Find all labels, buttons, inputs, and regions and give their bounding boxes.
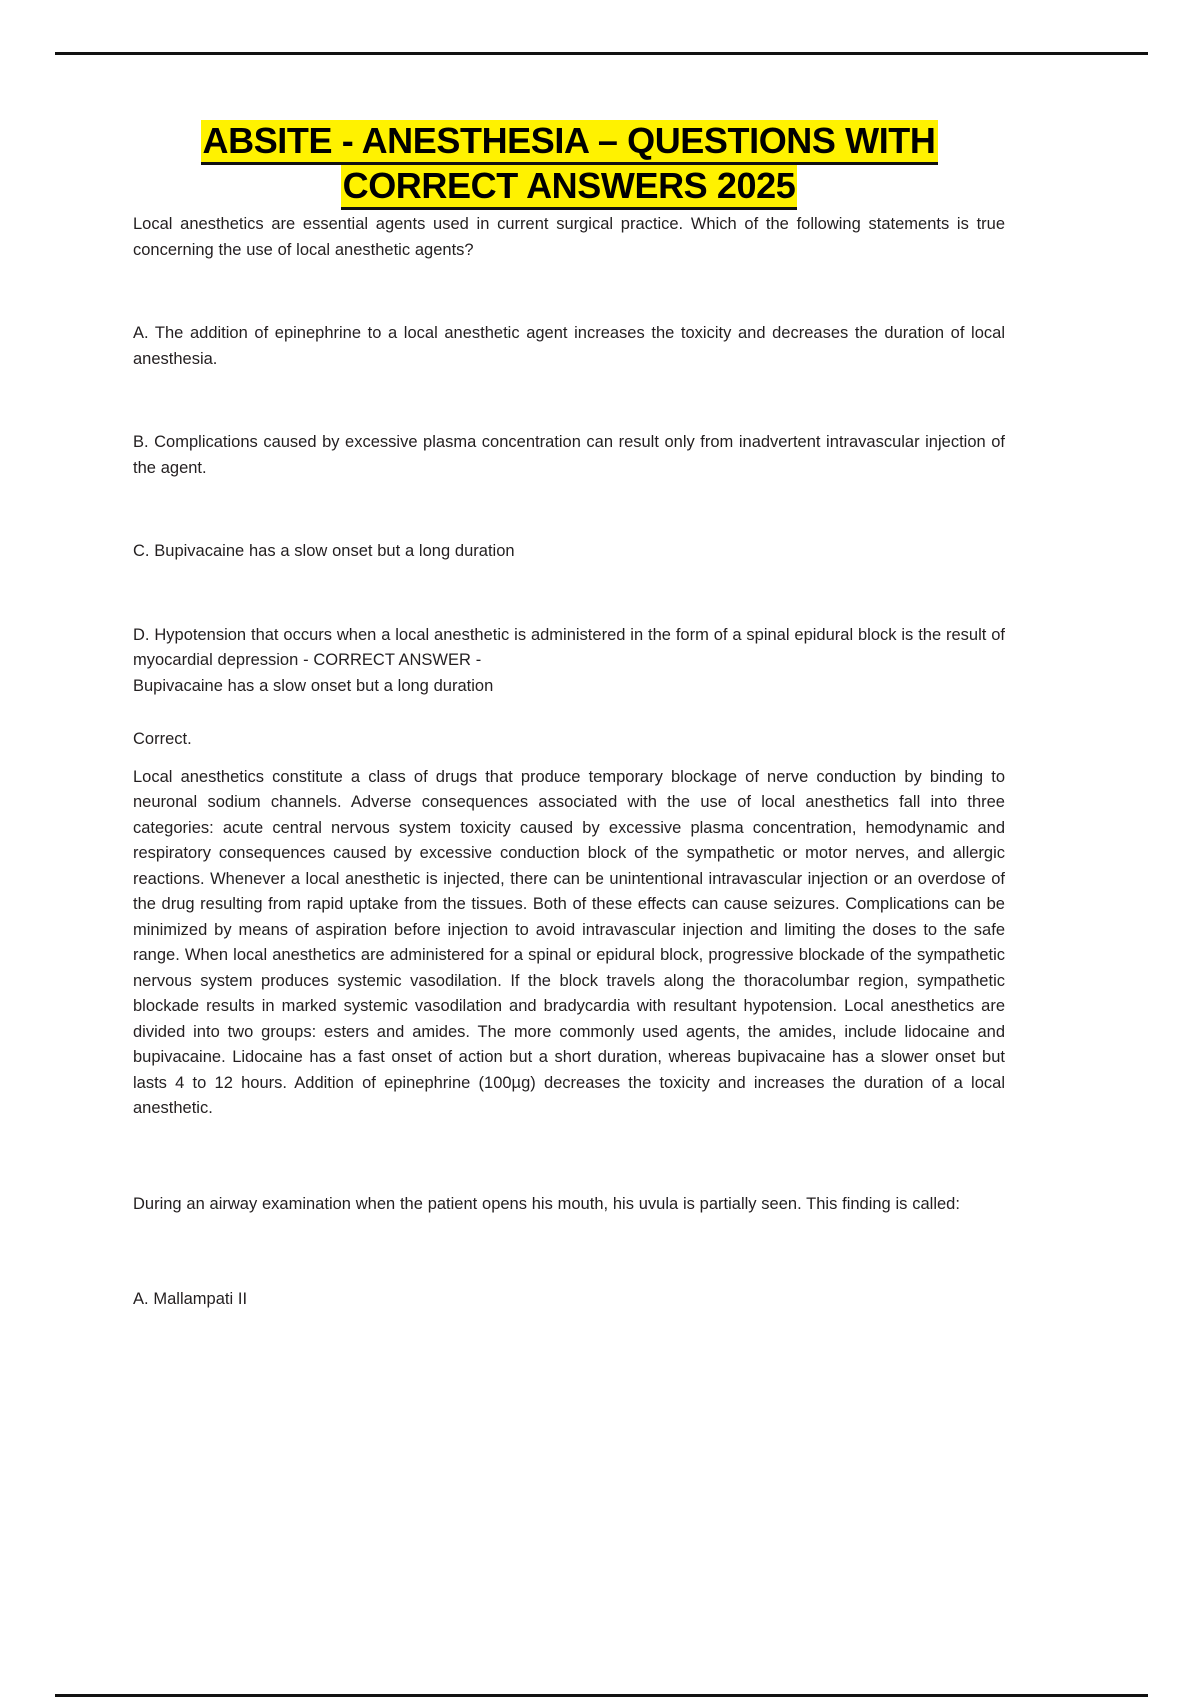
question-1-option-b[interactable]: B. Complications caused by excessive plasma concentration can result only from inadvertent intravascular injection of the agent. bbox=[133, 433, 1010, 477]
spacer bbox=[133, 753, 1005, 765]
question-1-option-c[interactable]: C. Bupivacaine has a slow onset but a long duration bbox=[133, 542, 515, 560]
question-1-explanation: Local anesthetics constitute a class of drugs that produce temporary blockage of nerve conduction by binding to neuronal sodium channels. Adverse consequences associated with the use of local anesthetics fall into three categories: acute central nervous system toxicity caused by excessive plasma concentration, hemodynamic and respiratory consequences caused by excessive conduction block of the sympathetic or motor nerves, and allergic reactions. Whenever a local anesthetic is injected, there can be unintentional intravascular injection or an overdose of the drug resulting from rapid uptake from the tissues. Both of these effects can cause seizures. Complications can be minimized by means of aspiration before injection to avoid intravascular injection and limiting the doses to the safe range. When local anesthetics are administered for a spinal or epidural block, progressive blockade of the sympathetic nervous system produces systemic vasodilation. If the block travels along the thoracolumbar region, sympathetic blockade results in marked systemic vasodilation and bradycardia with resultant hypotension. Local anesthetics are divided into two groups: esters and amides. The more commonly used agents, the amides, include lidocaine and bupivacaine. Lidocaine has a fast onset of action but a short duration, whereas bupivacaine has a slower onset but lasts 4 to 12 hours. Addition of epinephrine (100µg) decreases the toxicity and increases the duration of a local anesthetic. bbox=[133, 767, 1010, 1117]
question-1-option-a[interactable]: A. The addition of epinephrine to a local anesthetic agent increases the toxicity and decreases the duration of local anesthesia. bbox=[133, 324, 1010, 368]
spacer bbox=[133, 1217, 1005, 1275]
spacer bbox=[133, 263, 1005, 321]
page-title bbox=[133, 118, 1005, 208]
question-1-verdict: Correct. bbox=[133, 730, 192, 748]
page-title-line-2: CORRECT ANSWERS 2025 bbox=[341, 165, 798, 210]
question-2-stem: During an airway examination when the patient opens his mouth, his uvula is partially seen. This finding is called: bbox=[133, 1194, 960, 1213]
spacer bbox=[133, 372, 1005, 430]
footer-rule bbox=[55, 1694, 1148, 1697]
header-rule bbox=[55, 52, 1148, 55]
document-content bbox=[133, 118, 1010, 1313]
spacer bbox=[133, 1122, 1005, 1180]
question-1-correct-answer: Bupivacaine has a slow onset but a long duration bbox=[133, 676, 494, 695]
question-1-option-d[interactable]: D. Hypotension that occurs when a local anesthetic is administered in the form of a spinal epidural block is the result of myocardial depression - CORRECT ANSWER - bbox=[133, 625, 1010, 669]
page-title-line-1: ABSITE - ANESTHESIA – QUESTIONS WITH bbox=[201, 120, 938, 165]
spacer bbox=[133, 699, 1005, 727]
spacer bbox=[133, 565, 1005, 623]
spacer bbox=[133, 1275, 1005, 1287]
question-2-option-a[interactable]: A. Mallampati II bbox=[133, 1290, 248, 1308]
spacer bbox=[133, 1180, 1005, 1192]
spacer bbox=[133, 481, 1005, 539]
question-1-stem: Local anesthetics are essential agents used in current surgical practice. Which of the following statements is true concerning the use of local anesthetic agents? bbox=[133, 215, 1010, 259]
